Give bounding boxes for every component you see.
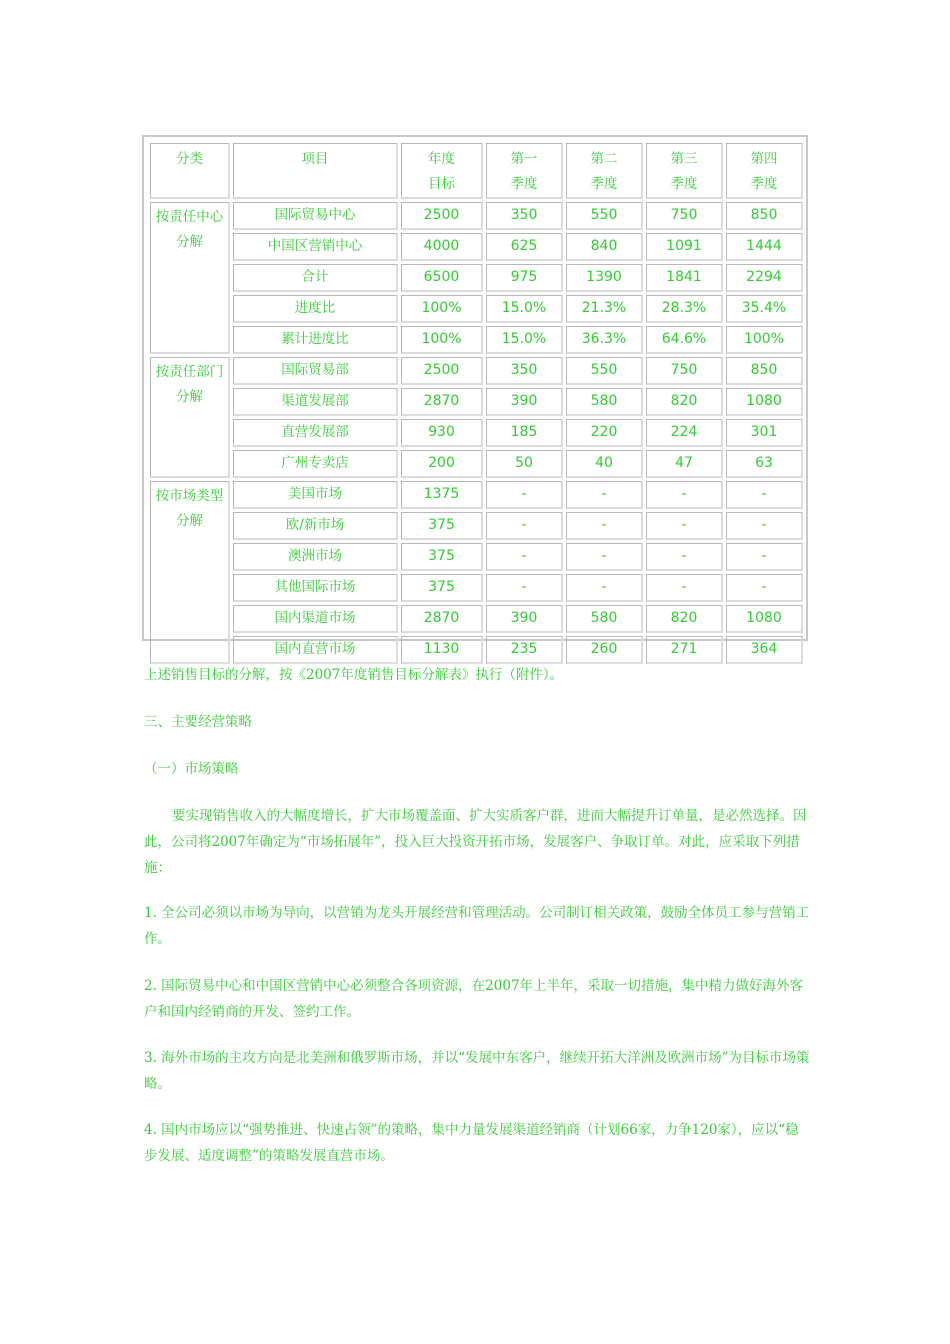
q3-cell: 28.3%: [646, 295, 723, 323]
q1-cell: 625: [486, 233, 563, 261]
header-category: 分类: [150, 143, 230, 199]
annual-cell: 930: [401, 419, 483, 447]
q1-cell: 235: [486, 636, 563, 664]
q2-cell: 550: [566, 202, 643, 230]
annual-cell: 2500: [401, 357, 483, 385]
item-cell: 澳洲市场: [233, 543, 398, 571]
item-cell: 国际贸易部: [233, 357, 398, 385]
item-cell: 国内直营市场: [233, 636, 398, 664]
q3-cell: -: [646, 512, 723, 540]
table-row: [150, 481, 803, 509]
q3-cell: -: [646, 543, 723, 571]
q3-cell: 1841: [646, 264, 723, 292]
item-cell: 其他国际市场: [233, 574, 398, 602]
category-cell: 按责任部门 分解: [150, 357, 230, 478]
q3-cell: 1091: [646, 233, 723, 261]
item-cell: 累计进度比: [233, 326, 398, 354]
header-q2: 第二 季度: [566, 143, 643, 199]
table-row: [150, 295, 803, 323]
q3-cell: 64.6%: [646, 326, 723, 354]
q3-cell: 820: [646, 605, 723, 633]
q1-cell: 15.0%: [486, 295, 563, 323]
q4-cell: 301: [726, 419, 803, 447]
table-row: [150, 326, 803, 354]
q2-cell: 840: [566, 233, 643, 261]
table-note: 上述销售目标的分解，按《2007年度销售目标分解表》执行（附件）。: [144, 667, 564, 683]
item-cell: 合计: [233, 264, 398, 292]
sales-target-table-frame: [142, 135, 808, 657]
header-q1: 第一 季度: [486, 143, 563, 199]
q4-cell: 100%: [726, 326, 803, 354]
q3-cell: 224: [646, 419, 723, 447]
q4-cell: -: [726, 574, 803, 602]
q1-cell: -: [486, 543, 563, 571]
q2-cell: -: [566, 543, 643, 571]
q4-cell: 1444: [726, 233, 803, 261]
annual-cell: 200: [401, 450, 483, 478]
q1-cell: 185: [486, 419, 563, 447]
q4-cell: -: [726, 481, 803, 509]
q2-cell: 580: [566, 388, 643, 416]
q2-cell: -: [566, 481, 643, 509]
header-annual: 年度 目标: [401, 143, 483, 199]
q4-cell: 850: [726, 202, 803, 230]
header-q3: 第三 季度: [646, 143, 723, 199]
q1-cell: 350: [486, 202, 563, 230]
annual-cell: 2870: [401, 388, 483, 416]
annual-cell: 375: [401, 512, 483, 540]
annual-cell: 4000: [401, 233, 483, 261]
annual-cell: 6500: [401, 264, 483, 292]
q1-cell: -: [486, 574, 563, 602]
q2-cell: 40: [566, 450, 643, 478]
annual-cell: 375: [401, 574, 483, 602]
measure-item-3: 3. 海外市场的主攻方向是北美洲和俄罗斯市场，并以“发展中东客户，继续开拓大洋洲及欧洲市场”为目标市场策略。: [144, 1050, 810, 1092]
table-row: [150, 388, 803, 416]
table-row: [150, 574, 803, 602]
q4-cell: 35.4%: [726, 295, 803, 323]
header-q4: 第四 季度: [726, 143, 803, 199]
q1-cell: 390: [486, 388, 563, 416]
item-cell: 进度比: [233, 295, 398, 323]
table-header-row: [150, 143, 803, 199]
table-row: [150, 512, 803, 540]
table-row: [150, 264, 803, 292]
q2-cell: 550: [566, 357, 643, 385]
measure-item-1: 1. 全公司必须以市场为导向，以营销为龙头开展经营和管理活动。公司制订相关政策，鼓励全体员工参与营销工作。: [144, 905, 810, 947]
item-cell: 国内渠道市场: [233, 605, 398, 633]
section-title: 三、主要经营策略: [144, 714, 252, 730]
header-item: 项目: [233, 143, 398, 199]
item-cell: 直营发展部: [233, 419, 398, 447]
item-cell: 渠道发展部: [233, 388, 398, 416]
item-cell: 欧/新市场: [233, 512, 398, 540]
q2-cell: 580: [566, 605, 643, 633]
table-row: [150, 419, 803, 447]
q4-cell: 1080: [726, 605, 803, 633]
q2-cell: 220: [566, 419, 643, 447]
item-cell: 国际贸易中心: [233, 202, 398, 230]
q1-cell: 50: [486, 450, 563, 478]
q4-cell: 2294: [726, 264, 803, 292]
item-cell: 广州专卖店: [233, 450, 398, 478]
annual-cell: 1375: [401, 481, 483, 509]
q2-cell: -: [566, 574, 643, 602]
category-cell: 按市场类型 分解: [150, 481, 230, 664]
q1-cell: 390: [486, 605, 563, 633]
annual-cell: 2500: [401, 202, 483, 230]
table-row: [150, 543, 803, 571]
subsection-title: （一）市场策略: [144, 761, 239, 777]
q4-cell: -: [726, 543, 803, 571]
q1-cell: -: [486, 481, 563, 509]
table-row: [150, 605, 803, 633]
table-row: [150, 357, 803, 385]
category-cell: 按责任中心 分解: [150, 202, 230, 354]
item-cell: 美国市场: [233, 481, 398, 509]
intro-paragraph: 要实现销售收入的大幅度增长，扩大市场覆盖面、扩大实质客户群，进而大幅提升订单量，是必然选择。因此，公司将2007年确定为“市场拓展年”，投入巨大投资开拓市场，发展客户、争取订单。对此，应采取下列措施：: [144, 808, 807, 876]
q2-cell: 260: [566, 636, 643, 664]
annual-cell: 100%: [401, 326, 483, 354]
table-row: [150, 233, 803, 261]
annual-cell: 375: [401, 543, 483, 571]
q1-cell: 15.0%: [486, 326, 563, 354]
q3-cell: -: [646, 574, 723, 602]
q1-cell: 350: [486, 357, 563, 385]
q3-cell: 750: [646, 357, 723, 385]
q2-cell: 21.3%: [566, 295, 643, 323]
table-row: [150, 450, 803, 478]
annual-cell: 100%: [401, 295, 483, 323]
annual-cell: 1130: [401, 636, 483, 664]
q2-cell: -: [566, 512, 643, 540]
q3-cell: 820: [646, 388, 723, 416]
q1-cell: -: [486, 512, 563, 540]
table-row: [150, 202, 803, 230]
q3-cell: 271: [646, 636, 723, 664]
q3-cell: -: [646, 481, 723, 509]
q4-cell: 850: [726, 357, 803, 385]
table-row: [150, 636, 803, 664]
measure-item-2: 2. 国际贸易中心和中国区营销中心必须整合各项资源，在2007年上半年，采取一切措施，集中精力做好海外客户和国内经销商的开发、签约工作。: [144, 978, 804, 1020]
sales-target-table: [147, 140, 806, 667]
q2-cell: 1390: [566, 264, 643, 292]
q4-cell: 364: [726, 636, 803, 664]
q4-cell: -: [726, 512, 803, 540]
item-cell: 中国区营销中心: [233, 233, 398, 261]
q4-cell: 63: [726, 450, 803, 478]
q4-cell: 1080: [726, 388, 803, 416]
q2-cell: 36.3%: [566, 326, 643, 354]
q3-cell: 750: [646, 202, 723, 230]
q1-cell: 975: [486, 264, 563, 292]
measure-item-4: 4. 国内市场应以“强势推进、快速占领”的策略，集中力量发展渠道经销商（计划66家，力争120家），应以“稳步发展、适度调整”的策略发展直营市场。: [144, 1122, 799, 1164]
q3-cell: 47: [646, 450, 723, 478]
annual-cell: 2870: [401, 605, 483, 633]
